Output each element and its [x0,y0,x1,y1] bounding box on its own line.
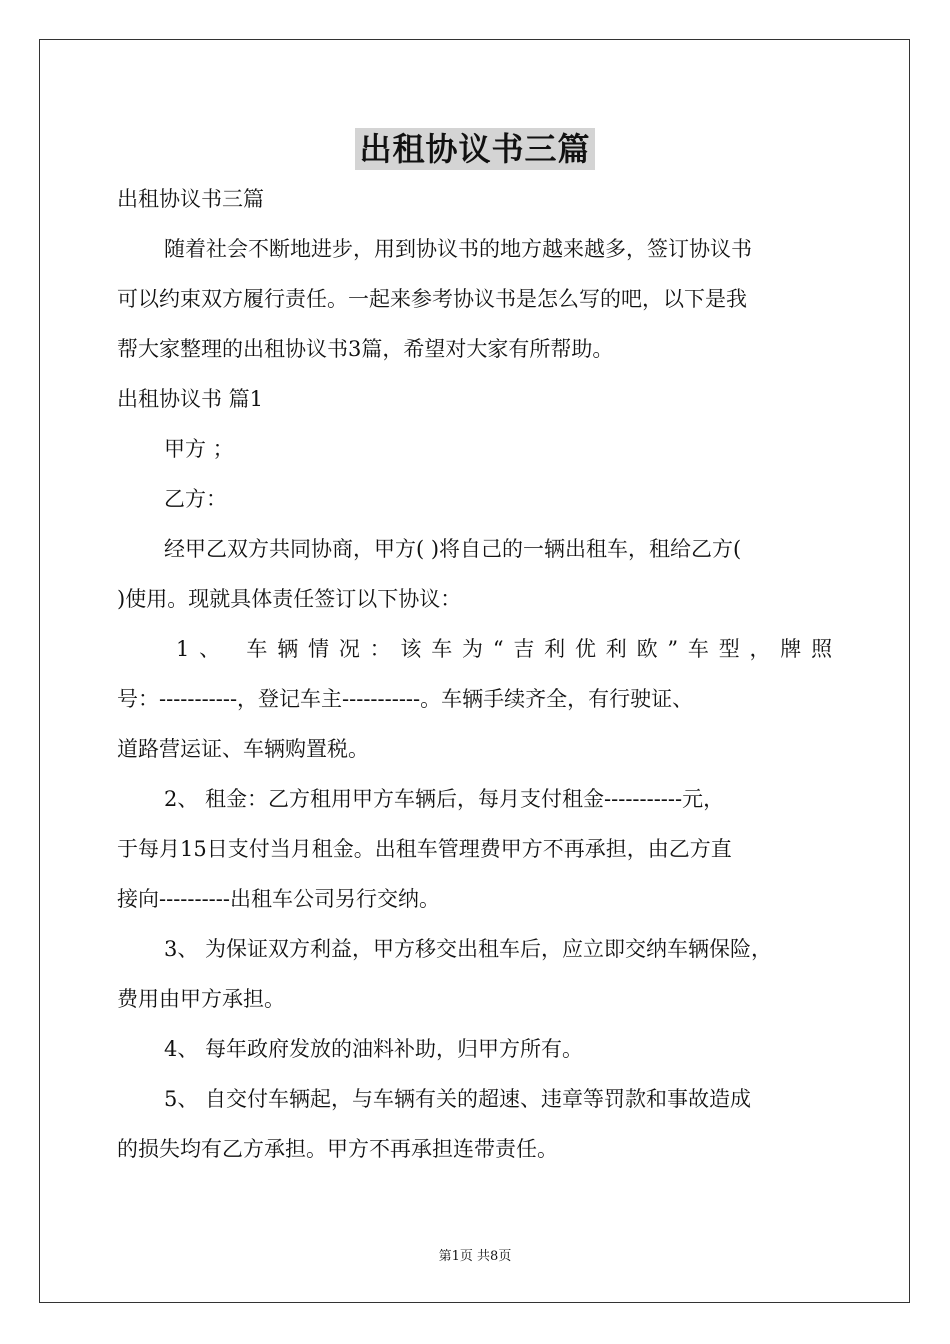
clause-1-line-2: 号：-----------，登记车主-----------。车辆手续齐全，有行驶证、 [117,687,694,711]
intro-line-1: 随着社会不断地进步，用到协议书的地方越来越多，签订协议书 [164,237,752,261]
clause-1-line-3: 道路营运证、车辆购置税。 [117,737,369,761]
page-number: 第1页 共8页 [438,1249,512,1264]
subtitle-line: 出租协议书三篇 [117,187,264,211]
clause-3-line-2: 费用由甲方承担。 [117,987,285,1011]
clause-1-line-1: 1、 车辆情况：该车为“吉利优利欧”车型，牌照 [176,637,842,661]
preamble-line-1: 经甲乙双方共同协商，甲方( )将自己的一辆出租车，租给乙方( [164,537,742,561]
clause-4-line-1: 4、 每年政府发放的油料补助，归甲方所有。 [164,1037,584,1061]
intro-line-2: 可以约束双方履行责任。一起来参考协议书是怎么写的吧，以下是我 [117,287,747,311]
clause-5-line-2: 的损失均有乙方承担。甲方不再承担连带责任。 [117,1137,558,1161]
clause-2-line-1: 2、 租金：乙方租用甲方车辆后，每月支付租金-----------元， [164,787,725,811]
document-title: 出租协议书三篇 [355,128,594,170]
document-title-wrap [0,128,950,170]
party-b-line: 乙方： [164,487,227,511]
preamble-line-2: )使用。现就具体责任签订以下协议： [117,587,462,611]
intro-line-3: 帮大家整理的出租协议书3篇，希望对大家有所帮助。 [117,337,614,361]
clause-2-line-2: 于每月15日支付当月租金。出租车管理费甲方不再承担，由乙方直 [117,837,732,861]
clause-3-line-1: 3、 为保证双方利益，甲方移交出租车后，应立即交纳车辆保险， [164,937,773,961]
clause-2-line-3: 接向----------出租车公司另行交纳。 [117,887,440,911]
section-heading: 出租协议书 篇1 [117,387,264,411]
page-border [39,39,910,1303]
party-a-line: 甲方 ； [164,437,234,461]
clause-5-line-1: 5、 自交付车辆起，与车辆有关的超速、违章等罚款和事故造成 [164,1087,752,1111]
